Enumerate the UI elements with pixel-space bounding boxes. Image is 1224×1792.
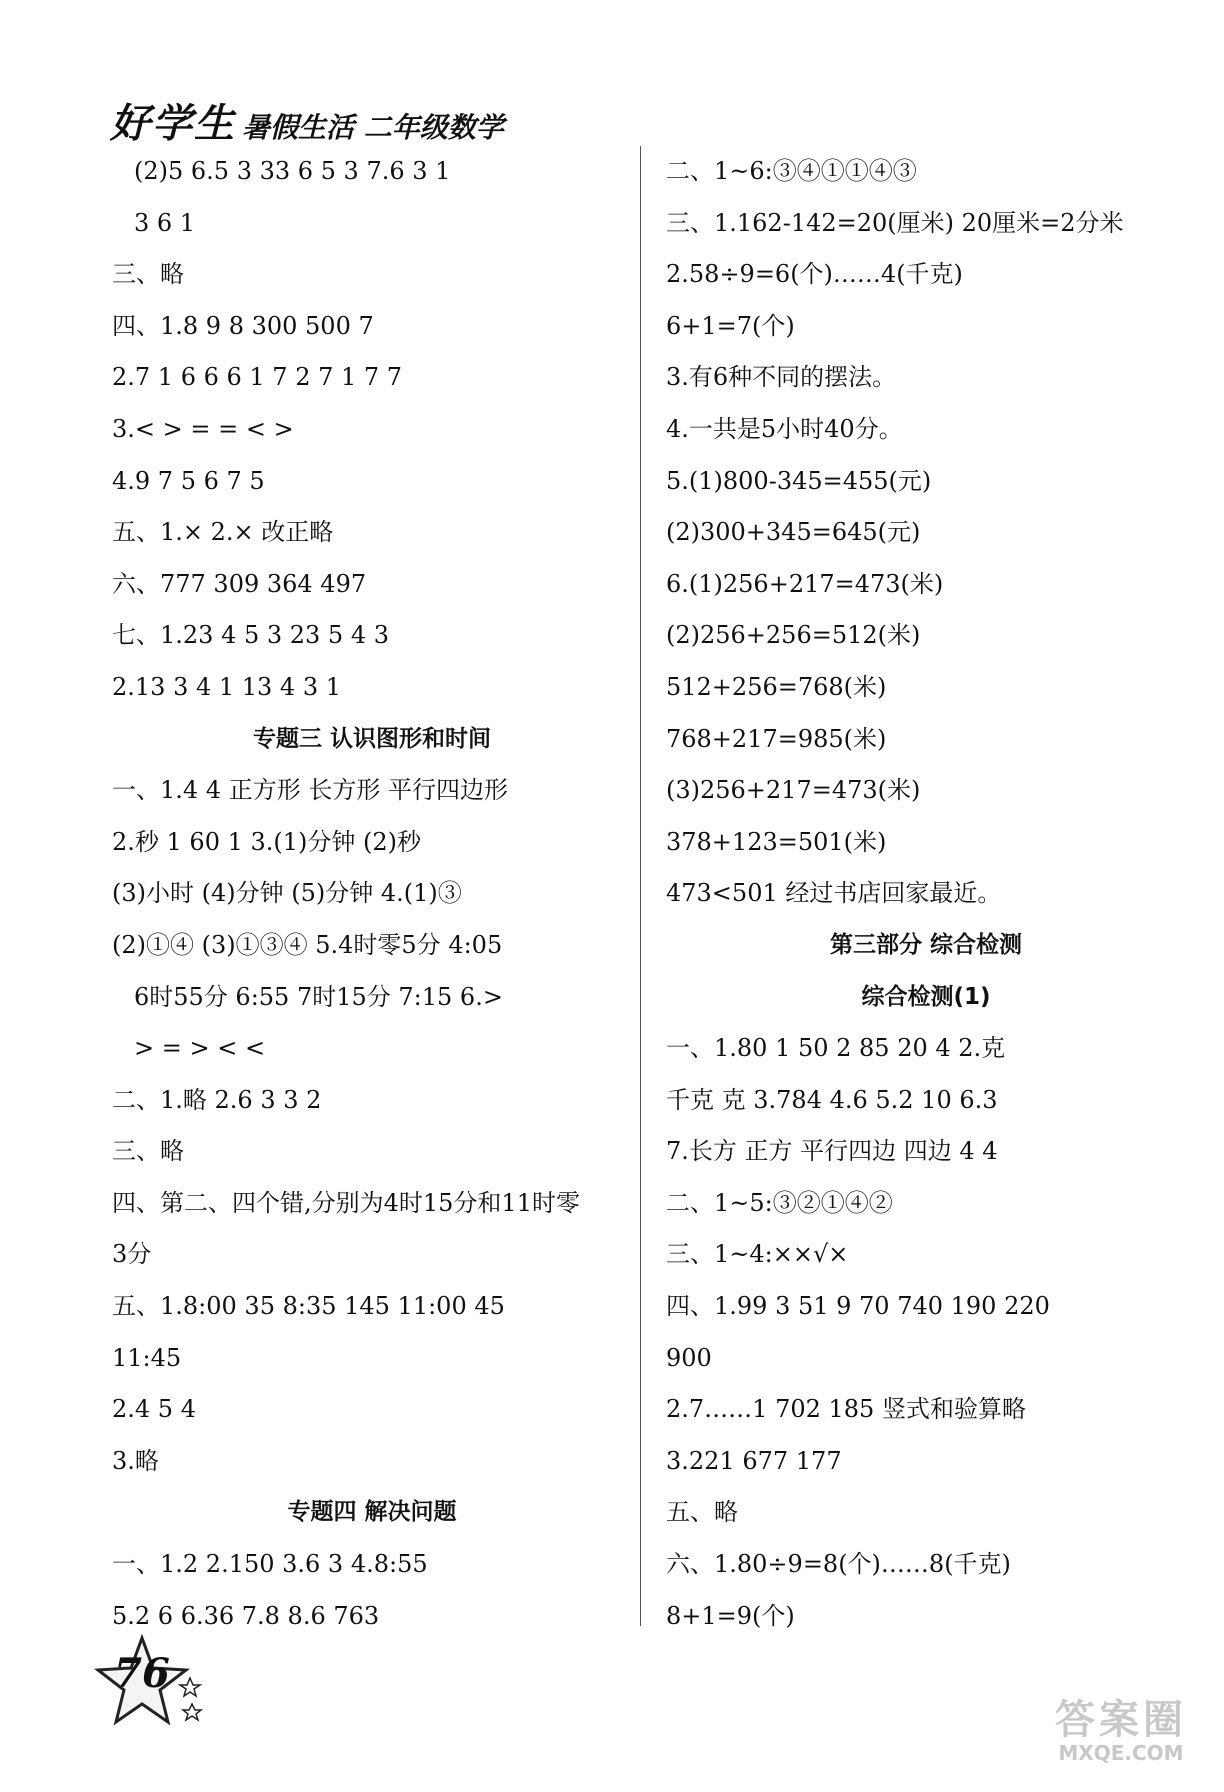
- answer-line: 四、1.8 9 8 300 500 7: [112, 311, 374, 340]
- answer-line: 五、1.8:00 35 8:35 145 11:00 45: [112, 1292, 505, 1321]
- answer-line: 4.一共是5小时40分。: [666, 414, 903, 443]
- answer-line: 六、777 309 364 497: [112, 569, 367, 598]
- answer-line: 4.9 7 5 6 7 5: [112, 466, 265, 495]
- answer-line: 3.< > = = < >: [112, 414, 294, 443]
- answer-line: 6+1=7(个): [666, 311, 795, 340]
- answer-line: 三、1.162-142=20(厘米) 20厘米=2分米: [666, 208, 1124, 237]
- answer-line: 三、略: [112, 1137, 184, 1166]
- answer-line: 3.略: [112, 1446, 159, 1475]
- page-header: [110, 92, 504, 149]
- answer-line: 473<501 经过书店回家最近。: [666, 879, 1002, 908]
- answer-line: 2.58÷9=6(个)……4(千克): [666, 260, 963, 289]
- answer-line: 2.13 3 4 1 13 4 3 1: [112, 672, 341, 701]
- column-divider: [640, 146, 641, 1626]
- watermark-logo: [1055, 1698, 1187, 1764]
- watermark-url: MXQE.COM: [1058, 1741, 1184, 1765]
- answer-line: 千克 克 3.784 4.6 5.2 10 6.3: [666, 1085, 998, 1114]
- answer-line: 8+1=9(个): [666, 1601, 795, 1630]
- answer-line: 一、1.2 2.150 3.6 3 4.8:55: [112, 1550, 428, 1579]
- answer-line: 3 6 1: [134, 208, 196, 237]
- answer-line: 5.(1)800-345=455(元): [666, 466, 932, 495]
- answer-line: 2.7 1 6 6 6 1 7 2 7 1 7 7: [112, 363, 403, 392]
- answer-line: (3)小时 (4)分钟 (5)分钟 4.(1)③: [112, 879, 462, 908]
- answer-line: (2)256+256=512(米): [666, 621, 921, 650]
- watermark-text: 答案圈: [1055, 1697, 1187, 1743]
- section-subheading: 综合检测(1): [861, 983, 991, 1010]
- answer-line: 五、略: [666, 1498, 738, 1527]
- answer-line: 900: [666, 1343, 712, 1372]
- answer-line: 11:45: [112, 1343, 182, 1372]
- right-column: [666, 146, 1186, 1642]
- answer-line: 3.有6种不同的摆法。: [666, 363, 897, 392]
- answer-line: 512+256=768(米): [666, 672, 887, 701]
- answer-line: 6时55分 6:55 7时15分 7:15 6.>: [134, 982, 503, 1011]
- answer-line: (3)256+217=473(米): [666, 776, 921, 805]
- answer-line: 五、1.× 2.× 改正略: [112, 518, 334, 547]
- page-number: 76: [114, 1650, 170, 1697]
- answer-line: 四、1.99 3 51 9 70 740 190 220: [666, 1292, 1050, 1321]
- left-column: [112, 146, 632, 1642]
- section-heading: 专题三 认识图形和时间: [252, 725, 491, 752]
- answer-line: > = > < <: [134, 1034, 266, 1063]
- answer-line: 3分: [112, 1240, 152, 1269]
- section-heading: 专题四 解决问题: [287, 1499, 457, 1526]
- answer-line: 378+123=501(米): [666, 827, 887, 856]
- answer-line: (2)5 6.5 3 33 6 5 3 7.6 3 1: [134, 157, 451, 185]
- page-number-badge: [92, 1632, 204, 1732]
- answer-line: 5.2 6 6.36 7.8 8.6 763: [112, 1601, 380, 1630]
- answer-line: 二、1~6:③④①①④③: [666, 157, 917, 185]
- answer-line: 六、1.80÷9=8(个)……8(千克): [666, 1550, 1011, 1579]
- answer-line: (2)①④ (3)①③④ 5.4时零5分 4:05: [112, 930, 503, 959]
- section-heading: 第三部分 综合检测: [829, 931, 1022, 958]
- book-subtitle: 暑假生活 二年级数学: [242, 111, 504, 144]
- answer-line: 6.(1)256+217=473(米): [666, 569, 944, 598]
- answer-line: 三、1~4:××√×: [666, 1240, 849, 1269]
- answer-line: 2.秒 1 60 1 3.(1)分钟 (2)秒: [112, 827, 422, 856]
- answer-line: 二、1~5:③②①④②: [666, 1188, 893, 1217]
- answer-line: 三、略: [112, 260, 184, 289]
- answer-line: 一、1.4 4 正方形 长方形 平行四边形: [112, 776, 508, 805]
- answer-line: 768+217=985(米): [666, 724, 887, 753]
- answer-line: 二、1.略 2.6 3 3 2: [112, 1085, 322, 1114]
- brand-title: 好学生: [110, 101, 236, 147]
- answer-line: 一、1.80 1 50 2 85 20 4 2.克: [666, 1034, 1006, 1063]
- answer-line: 七、1.23 4 5 3 23 5 4 3: [112, 621, 389, 650]
- answer-line: 2.7……1 702 185 竖式和验算略: [666, 1395, 1026, 1424]
- answer-line: 7.长方 正方 平行四边 四边 4 4: [666, 1137, 998, 1166]
- answer-line: (2)300+345=645(元): [666, 518, 921, 547]
- answer-line: 2.4 5 4: [112, 1395, 196, 1424]
- answer-line: 3.221 677 177: [666, 1446, 842, 1475]
- answer-line: 四、第二、四个错,分别为4时15分和11时零: [112, 1188, 580, 1217]
